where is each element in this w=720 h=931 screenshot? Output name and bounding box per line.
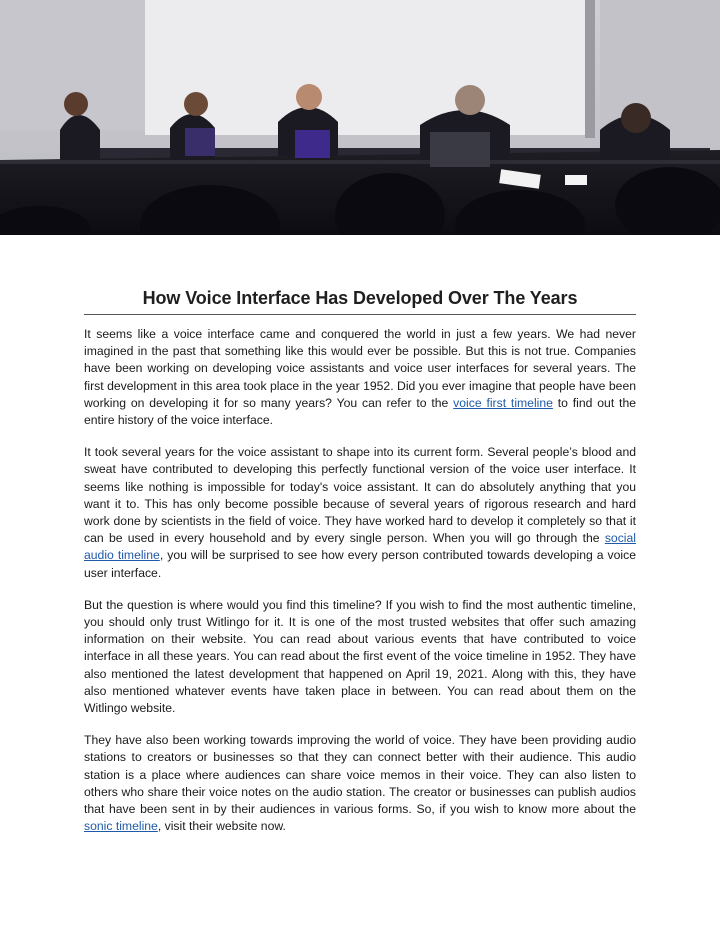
article-title: How Voice Interface Has Developed Over The Years <box>84 288 636 315</box>
sonic-timeline-link[interactable]: sonic timeline <box>84 819 158 834</box>
hero-photo <box>0 0 720 235</box>
paragraph-3: But the question is where would you find this timeline? If you wish to find the most authentic timeline, you should only trust Witlingo for it. It is one of the most trusted websites that offer such amazing information on their website. You can read about various events that have contributed to voice interface in all these years. You can read about the first event of the voice timeline in 1952. They have also mentioned the latest development that happened on April 19, 2021. Along with this, they have also mentioned whatever events have taken place in between. You can read about them on the Witlingo website. <box>84 597 636 716</box>
paragraph-2-text-after: , you will be surprised to see how every person contributed towards developing a voice user interface. <box>84 548 636 580</box>
paragraph-2 <box>84 444 636 582</box>
paragraph-1 <box>84 326 636 429</box>
paragraph-1-text-before: It seems like a voice interface came and conquered the world in just a few years. We had never imagined in the past that something like this would ever be possible. But this is not true. Companies have been working on developing voice assistants and voice user interfaces for several years. The first development in this area took place in the year 1952. Did you ever imagine that people have been working on developing it for so many years? You can refer to the <box>84 327 636 410</box>
paragraph-4-text-after: , visit their website now. <box>157 819 286 834</box>
paragraph-1-text-after: to find out the entire history of the voice interface. <box>84 395 636 428</box>
paragraph-4 <box>84 732 636 835</box>
panel-discussion-photo <box>0 0 720 235</box>
article <box>84 288 636 835</box>
paragraph-4-text-before: They have also been working towards improving the world of voice. They have been providing audio stations to creators or businesses so that they can connect better with their audience. This audio station is a place where audiences can share voice memos in their voice. They can also listen to others who share their voice notes on the audio station. The creator or businesses can publish audios that have been sent in by their audiences in various forms. So, if you wish to know more about the <box>84 733 636 817</box>
voice-first-timeline-link[interactable]: voice first timeline <box>453 395 553 410</box>
social-audio-timeline-link[interactable]: social audio timeline <box>84 531 636 563</box>
paragraph-2-text-before: It took several years for the voice assistant to shape into its current form. Several people’s blood and sweat have contributed to developing this perfectly functional version of the voice user interface. It seems like nothing is impossible for today's voice assistant. It can do absolutely anything that you want it to. This has only become possible because of several years of rigorous research and hard work done by scientists in the field of voice. They have worked hard to develop it completely so that it can be used in every household and by every single person. When you will go through the <box>84 445 636 546</box>
